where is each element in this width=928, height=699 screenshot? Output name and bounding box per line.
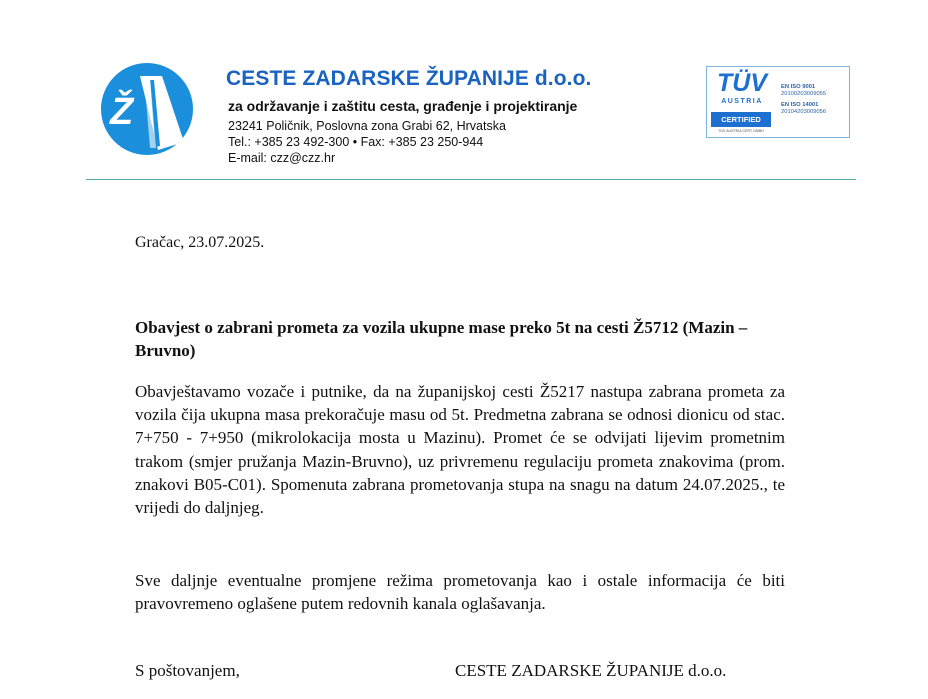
tuv-mark <box>707 67 775 137</box>
letter-greeting: S poštovanjem, <box>135 661 240 680</box>
company-address: 23241 Poličnik, Poslovna zona Grabi 62, Hrvatska <box>228 119 506 133</box>
tuv-certified-label: CERTIFIED <box>711 112 771 127</box>
company-tagline: za održavanje i zaštitu cesta, građenje i projektiranje <box>228 98 578 114</box>
tuv-brand: TÜV <box>717 69 767 97</box>
letter-subject: Obavjest o zabrani prometa za vozila ukupne mase preko 5t na cesti Ž5712 (Mazin – Bruvno) <box>135 318 748 360</box>
tuv-issuer: TÜV AUSTRIA CERT GMBH <box>718 129 764 133</box>
iso14001-number: 20104203009056 <box>781 109 827 115</box>
tuv-country: AUSTRIA <box>721 98 763 105</box>
iso-certificate-badge <box>706 66 850 138</box>
company-logo <box>100 62 194 156</box>
iso14001-label: EN ISO 14001 <box>781 102 819 108</box>
company-name: CESTE ZADARSKE ŽUPANIJE d.o.o. <box>226 67 592 90</box>
company-email: E-mail: czz@czz.hr <box>228 151 336 165</box>
letter-paragraph-1: Obavještavamo vozače i putnike, da na županijskoj cesti Ž5217 nastupa zabrana prometa za vozila čija ukupna masa prekoračuje masu od 5t. Predmetna zabrana se odnosi dionicu od stac. 7+750 - 7+950 (mikrolokacija mosta u Mazinu). Promet će se odvijati lijevim prometnim trakom (smjer pružanja Mazin-Bruvno), uz privremenu regulaciju prometa znakovima (prom. znakovi B05-C01). Spomenuta zabrana prometovanja stupa na snagu na datum 24.07.2025., te vrijedi do daljnjeg. <box>135 382 785 518</box>
iso9001-number: 20100203009055 <box>781 91 827 97</box>
company-phone-fax: Tel.: +385 23 492-300 • Fax: +385 23 250-944 <box>228 135 484 149</box>
header-divider <box>86 179 856 180</box>
logo-letter: Ž <box>110 91 134 133</box>
letter-signature: CESTE ZADARSKE ŽUPANIJE d.o.o. <box>455 661 727 680</box>
letter-date: Gračac, 23.07.2025. <box>135 234 265 251</box>
letter-paragraph-2: Sve daljnje eventualne promjene režima prometovanja kao i ostale informacija će biti pravovremeno oglašene putem redovnih kanala oglašavanja. <box>135 571 785 614</box>
iso9001-label: EN ISO 9001 <box>781 84 816 90</box>
